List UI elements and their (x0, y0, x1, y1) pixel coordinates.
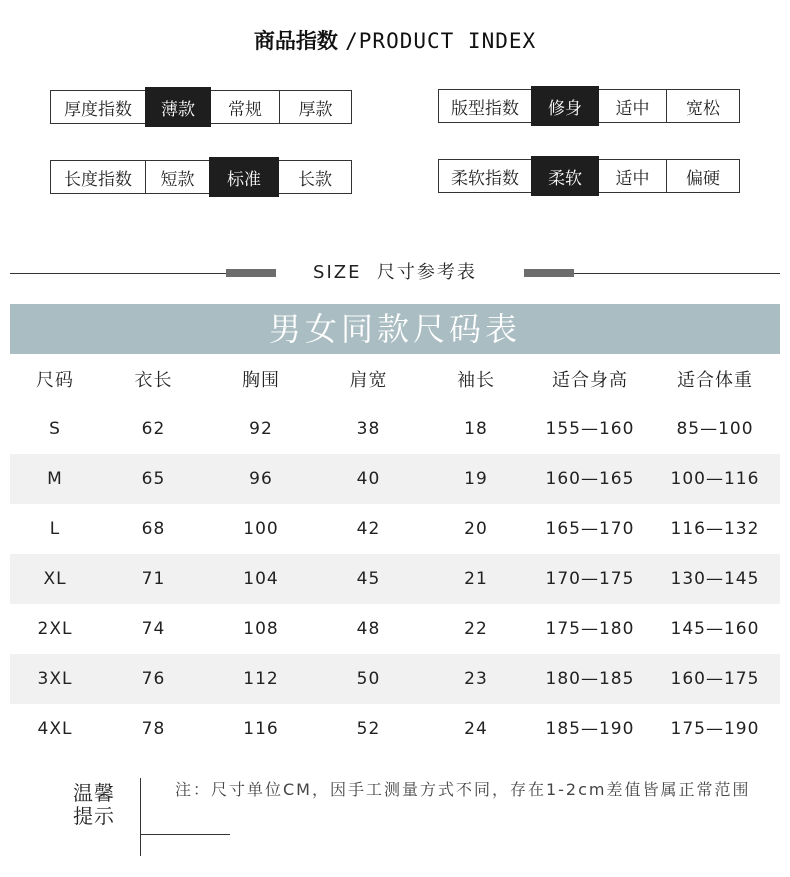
cell-sleeve: 19 (464, 469, 488, 489)
cell-weight: 160—175 (670, 669, 760, 689)
size-table (10, 354, 780, 754)
cell-chest: 104 (243, 569, 279, 589)
cell-size: 3XL (37, 669, 73, 689)
cell-chest: 96 (249, 469, 273, 489)
thickness-index (50, 90, 352, 124)
index-option: 适中 (615, 168, 650, 189)
cell-sleeve: 21 (464, 569, 488, 589)
cell-height: 175—180 (545, 619, 635, 639)
header-sleeve: 袖长 (457, 370, 495, 391)
cell-chest: 92 (249, 419, 273, 439)
tip-divider-horizontal (140, 834, 230, 835)
title-cn: 商品指数 (253, 29, 338, 53)
cell-size: M (47, 469, 63, 489)
cell-sleeve: 20 (464, 519, 488, 539)
fit-index (438, 89, 740, 123)
cell-size: 4XL (37, 719, 73, 739)
table-row (10, 704, 780, 754)
index-label: 柔软指数 (451, 168, 519, 189)
cell-length: 78 (141, 719, 166, 739)
cell-chest: 112 (243, 669, 279, 689)
cell-shoulder: 48 (356, 619, 381, 639)
index-option-selected: 柔软 (531, 156, 599, 196)
tip-text: 注：尺寸单位CM，因手工测量方式不同，存在1-2cm差值皆属正常范围 (175, 780, 751, 799)
header-height: 适合身高 (552, 370, 628, 391)
header-shoulder: 肩宽 (349, 370, 388, 391)
cell-height: 180—185 (545, 669, 635, 689)
cell-size: L (49, 519, 61, 539)
divider-bar-right (524, 269, 574, 277)
section-title: SIZE 尺寸参考表 (313, 262, 477, 283)
cell-sleeve: 18 (464, 419, 488, 439)
table-row (10, 404, 780, 454)
cell-chest: 116 (243, 719, 279, 739)
cell-length: 62 (141, 419, 166, 439)
cell-length: 65 (141, 469, 166, 489)
index-option: 常规 (228, 99, 262, 120)
tip-label-line1: 温馨 (73, 781, 115, 805)
cell-height: 155—160 (545, 419, 635, 439)
table-row (10, 554, 780, 604)
table-header-row (10, 354, 780, 404)
cell-shoulder: 52 (356, 719, 381, 739)
cell-weight: 145—160 (670, 619, 760, 639)
length-index (50, 160, 352, 194)
cell-weight: 85—100 (676, 419, 754, 439)
index-option: 偏硬 (666, 160, 739, 192)
index-option: 宽松 (666, 90, 739, 122)
cell-length: 71 (141, 569, 166, 589)
index-option-selected: 薄款 (145, 87, 211, 127)
index-option: 短款 (145, 161, 209, 193)
index-option: 适中 (615, 98, 650, 119)
cell-size: XL (43, 569, 67, 589)
tip-divider-vertical (140, 778, 141, 856)
cell-shoulder: 45 (356, 569, 381, 589)
cell-weight: 130—145 (670, 569, 760, 589)
cell-size: S (49, 419, 61, 439)
cell-length: 68 (141, 519, 166, 539)
table-row (10, 654, 780, 704)
header-chest: 胸围 (242, 370, 280, 391)
cell-height: 165—170 (545, 519, 635, 539)
index-option: 厚款 (279, 91, 351, 123)
cell-size: 2XL (37, 619, 73, 639)
cell-height: 185—190 (545, 719, 635, 739)
tip-label (62, 782, 126, 828)
tip-label-line2: 提示 (73, 804, 115, 828)
table-row (10, 454, 780, 504)
cell-height: 160—165 (545, 469, 635, 489)
cell-chest: 100 (243, 519, 279, 539)
cell-weight: 175—190 (670, 719, 760, 739)
cell-sleeve: 23 (464, 669, 488, 689)
cell-shoulder: 50 (356, 669, 381, 689)
cell-weight: 116—132 (670, 519, 760, 539)
header-weight: 适合体重 (677, 370, 753, 391)
page-title (0, 26, 790, 56)
cell-length: 76 (141, 669, 166, 689)
header-size: 尺码 (36, 370, 74, 391)
cell-shoulder: 38 (356, 419, 381, 439)
index-label: 长度指数 (64, 169, 132, 190)
divider-line-right (574, 273, 780, 274)
index-option-selected: 修身 (531, 86, 599, 126)
softness-index (438, 159, 740, 193)
cell-sleeve: 22 (464, 619, 488, 639)
cell-length: 74 (141, 619, 166, 639)
cell-shoulder: 42 (356, 519, 381, 539)
table-row (10, 504, 780, 554)
table-row (10, 604, 780, 654)
index-label: 厚度指数 (64, 99, 132, 120)
cell-height: 170—175 (545, 569, 635, 589)
cell-shoulder: 40 (356, 469, 381, 489)
cell-sleeve: 24 (464, 719, 488, 739)
cell-weight: 100—116 (670, 469, 760, 489)
header-length: 衣长 (134, 370, 173, 391)
size-chart-banner: 男女同款尺码表 (10, 304, 780, 354)
index-option: 长款 (298, 169, 332, 190)
title-en: /PRODUCT INDEX (345, 29, 537, 53)
index-option-selected: 标准 (209, 157, 279, 197)
cell-chest: 108 (243, 619, 279, 639)
index-label: 版型指数 (451, 98, 519, 119)
